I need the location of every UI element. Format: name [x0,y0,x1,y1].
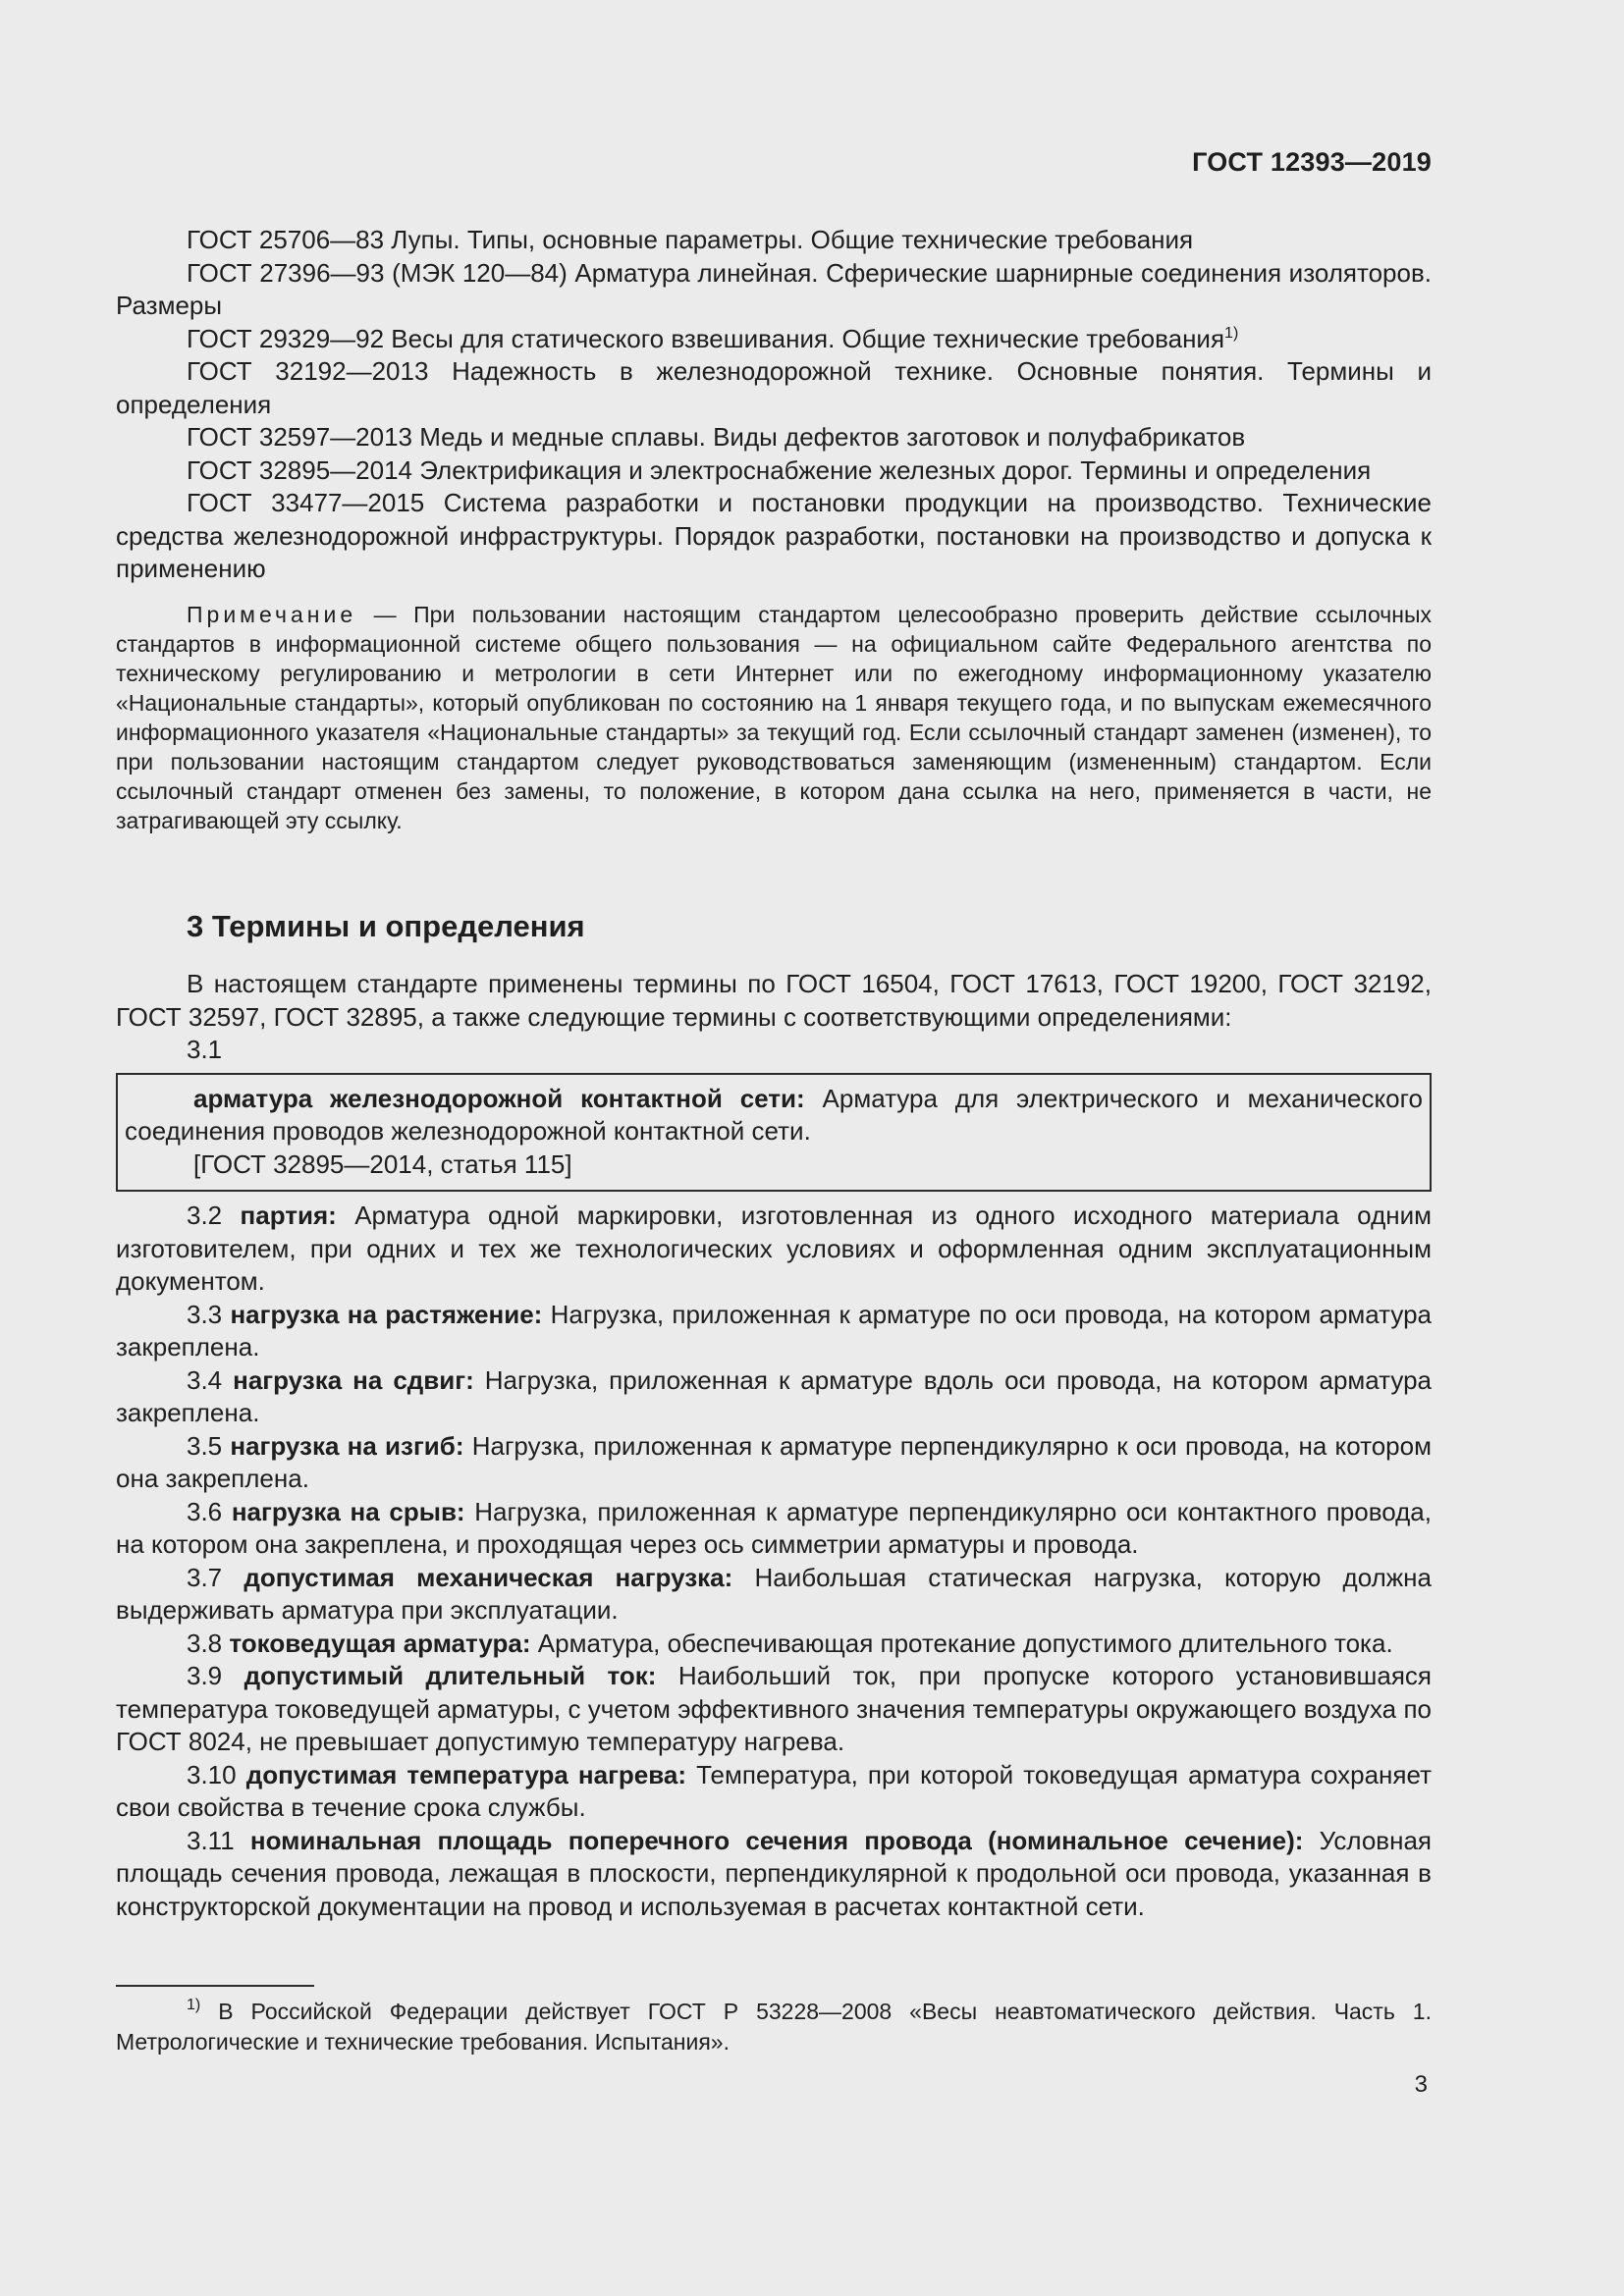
term-definition: Арматура для электрического и механического соединения проводов железнодорожной контактной сети. [125,1083,1423,1146]
note-block [116,600,1432,835]
footnote-text: $^{1)}$ В Российской Федерации действует ГОСТ Р 53228—2008 «Весы неавтоматического действия. Часть 1. Метрологические и технические требования. Испытания». [116,1997,1432,2055]
boxed-term-number: 3.1 [187,1035,223,1064]
term-item: 3.7 допустимая механическая нагрузка: Наибольшая статическая нагрузка, которую должна выдерживать арматура при эксплуатации. [116,1562,1432,1625]
reference-item: ГОСТ 27396—93 (МЭК 120—84) Арматура линейная. Сферические шарнирные соединения изоляторов. Размеры [116,257,1432,320]
reference-item: ГОСТ 32192—2013 Надежность в железнодорожной технике. Основные понятия. Термины и определения [116,356,1432,419]
footnote-divider [116,1985,314,1987]
term-name: арматура железнодорожной контактной сети: [193,1083,805,1113]
term-item: 3.9 допустимый длительный ток: Наибольший ток, при пропуске которого установившаяся температура токоведущей арматуры, с учетом эффективного значения температуры окружающего воздуха по ГОСТ 8024, не превышает допустимую температуру нагрева. [116,1661,1432,1756]
term-item: 3.10 допустимая температура нагрева: Температура, при которой токоведущая арматура сохраняет свои свойства в течение срока службы. [116,1759,1432,1822]
term-item: 3.5 нагрузка на изгиб: Нагрузка, приложенная к арматуре перпендикулярно к оси провода, на котором она закреплена. [116,1430,1432,1493]
note-label: Примечание [187,601,357,627]
reference-item: ГОСТ 33477—2015 Система разработки и постановки продукции на производство. Технические средства железнодорожной инфраструктуры. Порядок разработки, постановки на производство и допуска к применению [116,488,1432,583]
reference-item: ГОСТ 25706—83 Лупы. Типы, основные параметры. Общие технические требования [187,225,1194,254]
term-item: 3.4 нагрузка на сдвиг: Нагрузка, приложенная к арматуре вдоль оси провода, на котором арматура закреплена. [116,1364,1433,1427]
normative-references [116,224,1432,835]
note-paragraph [116,600,1432,835]
term-item: 3.3 нагрузка на растяжение: Нагрузка, приложенная к арматуре по оси провода, на котором арматура закреплена. [116,1299,1432,1362]
standard-id-header: ГОСТ 12393—2019 [1192,147,1432,177]
section-intro: В настоящем стандарте применены термины по ГОСТ 16504, ГОСТ 17613, ГОСТ 19200, ГОСТ 32192, ГОСТ 32597, ГОСТ 32895, а также следующие термины с соответствующими определениями: [116,969,1432,1032]
term-source: [ГОСТ 32895—2014, статья 115] [193,1148,572,1179]
footnote-mark[interactable]: 1) [1224,324,1239,342]
reference-item: ГОСТ 29329—92 Весы для статического взвешивания. Общие технические требования$^{1)}$ [187,323,1239,353]
footnote-mark: 1) [187,1997,201,2013]
reference-item: ГОСТ 32895—2014 Электрификация и электроснабжение железных дорог. Термины и определения [187,454,1372,485]
term-item: 3.11 номинальная площадь поперечного сечения провода (номинальное сечение): Условная площадь сечения провода, лежащая в плоскости, перпендикулярной к продольной оси провода, указанная в конструкторской документации на провод и используемая в расчетах контактной сети. [116,1825,1432,1921]
note-text: — При пользовании настоящим стандартом целесообразно проверить действие ссылочных стандартов в информационной системе общего пользования — на официальном сайте Федерального агентства по техническому регулированию и метрологии в сети Интернет или по ежегодному информационному указателю «Национальные стандарты», который опубликован по состоянию на 1 января текущего года, и по выпускам ежемесячного информационного указателя «Национальные стандарты» за текущий год. Если ссылочный стандарт заменен (изменен), то при пользовании настоящим стандартом следует руководствоваться заменяющим (измененным) стандартом. Если ссылочный стандарт отменен без замены, то положение, в котором дана ссылка на него, применяется в части, не затрагивающей эту ссылку. [116,601,1432,833]
boxed-term-definition [116,1073,1432,1193]
term-item: 3.8 токоведущая арматура: Арматура, обеспечивающая протекание допустимого длительного тока. [187,1628,1393,1658]
term-item: 3.2 партия: Арматура одной маркировки, изготовленная из одного исходного материала одним изготовителем, при одних и тех же технологических условиях и оформленная одним эксплуатационным документом. [116,1201,1433,1296]
page-number: 3 [1414,2071,1428,2098]
reference-item: ГОСТ 32597—2013 Медь и медные сплавы. Виды дефектов заготовок и полуфабрикатов [187,422,1246,452]
boxed-term [125,1083,1423,1148]
term-item: 3.6 нагрузка на срыв: Нагрузка, приложенная к арматуре перпендикулярно оси контактного провода, на котором она закреплена, и проходящая через ось симметрии арматуры и провода. [116,1496,1432,1559]
terms-section [116,968,1432,1923]
footnote [116,1997,1432,2057]
section-title: 3 Термины и определения [187,909,585,943]
document-page [116,0,1432,2296]
